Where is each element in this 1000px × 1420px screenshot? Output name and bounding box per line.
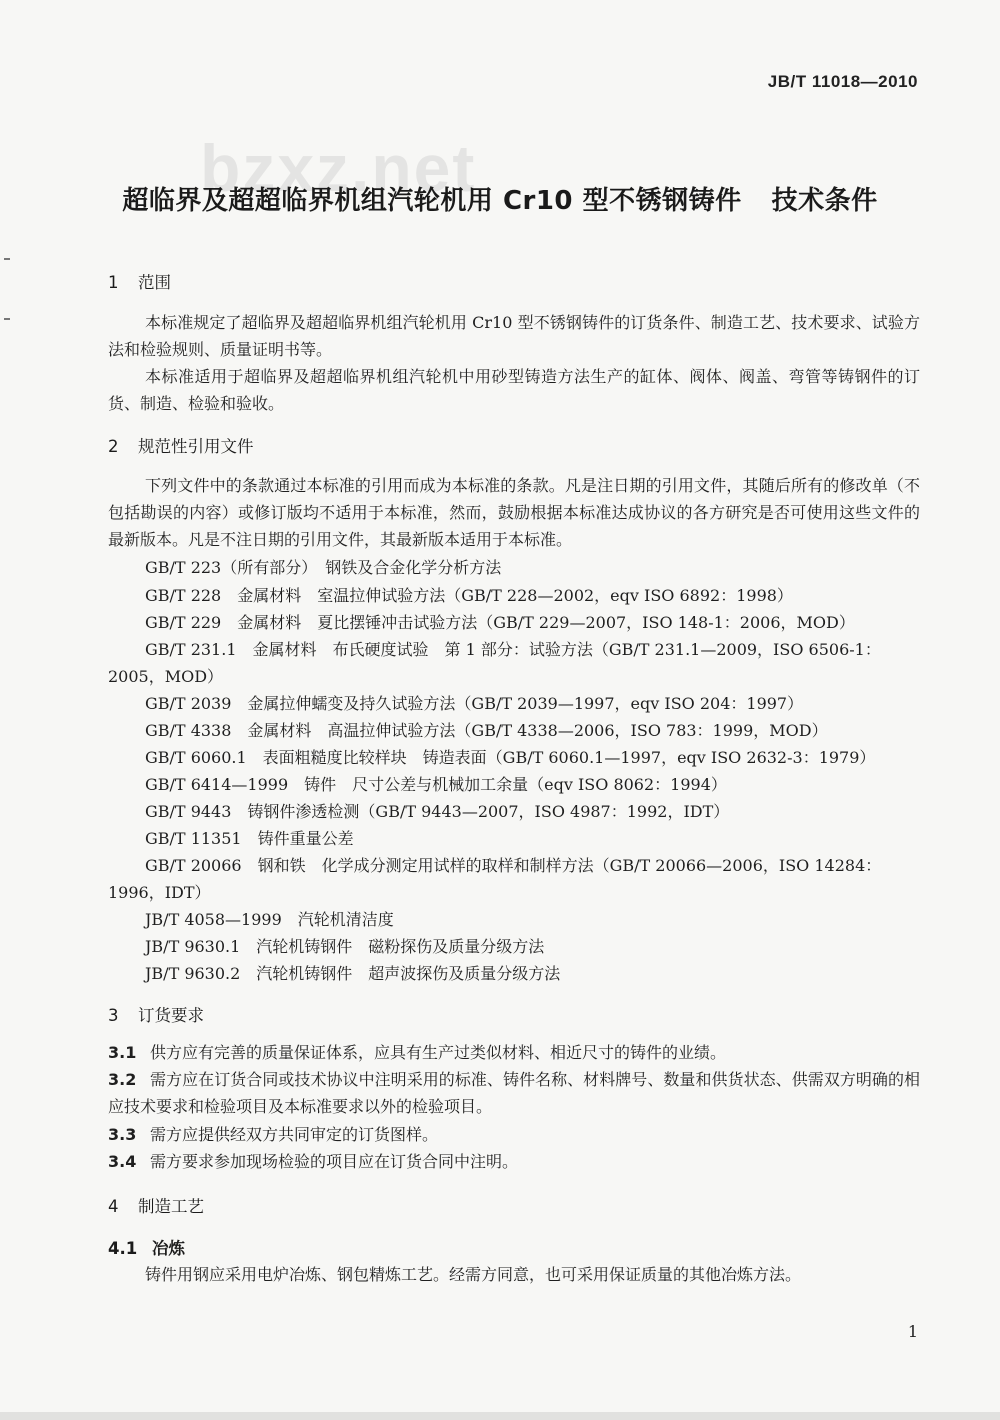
standard-number: JB/T 11018—2010 xyxy=(767,72,918,91)
reference-item: GB/T 9443 铸钢件渗透检测（GB/T 9443—2007，ISO 4987：1992，IDT） xyxy=(145,802,730,821)
reference-item: GB/T 6060.1 表面粗糙度比较样块 铸造表面（GB/T 6060.1—1997，eqv ISO 2632-3：1979） xyxy=(145,748,876,767)
title-main: 超临界及超超临界机组汽轮机用 Cr10 型不锈钢铸件 xyxy=(122,186,742,216)
title-sub: 技术条件 xyxy=(771,186,878,216)
reference-item: GB/T 223（所有部分） 钢铁及合金化学分析方法 xyxy=(145,558,502,577)
scan-edge-mark xyxy=(4,258,10,260)
paragraph: 本标准规定了超临界及超超临界机组汽轮机用 Cr10 型不锈钢铸件的订货条件、制造工艺、技术要求、试验方法和检验规则、质量证明书等。 xyxy=(108,313,920,359)
reference-item: GB/T 6414—1999 铸件 尺寸公差与机械加工余量（eqv ISO 8062：1994） xyxy=(145,775,727,794)
paragraph: 本标准适用于超临界及超超临界机组汽轮机中用砂型铸造方法生产的缸体、阀体、阀盖、弯管等铸钢件的订货、制造、检验和验收。 xyxy=(108,367,920,413)
clause-number: 3.2 xyxy=(108,1070,137,1089)
clause xyxy=(108,1148,920,1175)
section-title: 订货要求 xyxy=(138,1006,204,1025)
clause xyxy=(108,1121,920,1148)
section-heading xyxy=(108,1002,204,1026)
reference-item: JB/T 9630.1 汽轮机铸钢件 磁粉探伤及质量分级方法 xyxy=(145,937,545,956)
section-title: 范围 xyxy=(138,273,171,292)
paragraph: 铸件用钢应采用电炉冶炼、钢包精炼工艺。经需方同意，也可采用保证质量的其他冶炼方法。 xyxy=(145,1265,802,1284)
clause-text: 需方应提供经双方共同审定的订货图样。 xyxy=(150,1125,439,1144)
section-heading xyxy=(108,1193,204,1217)
section-number: 2 xyxy=(108,437,119,456)
section-number: 1 xyxy=(108,273,119,292)
section-heading xyxy=(108,269,171,293)
page-number: 1 xyxy=(907,1322,918,1341)
reference-item: GB/T 11351 铸件重量公差 xyxy=(145,829,354,848)
scan-bottom-band xyxy=(0,1412,1000,1420)
clause-number: 3.4 xyxy=(108,1152,137,1171)
clause xyxy=(108,1039,920,1066)
reference-item: GB/T 2039 金属拉伸蠕变及持久试验方法（GB/T 2039—1997，eqv ISO 204：1997） xyxy=(145,694,804,713)
reference-item-continued: 1996，IDT） xyxy=(108,883,211,902)
section-title: 制造工艺 xyxy=(138,1197,204,1216)
clause-text: 供方应有完善的质量保证体系，应具有生产过类似材料、相近尺寸的铸件的业绩。 xyxy=(150,1043,727,1062)
document-title xyxy=(0,180,1000,217)
reference-item: GB/T 228 金属材料 室温拉伸试验方法（GB/T 228—2002，eqv ISO 6892：1998） xyxy=(145,586,793,605)
paragraph: 下列文件中的条款通过本标准的引用而成为本标准的条款。凡是注日期的引用文件，其随后所有的修改单（不包括勘误的内容）或修订版均不适用于本标准，然而，鼓励根据本标准达成协议的各方研究是否可使用这些文件的最新版本。凡是不注日期的引用文件，其最新版本适用于本标准。 xyxy=(108,476,920,549)
section-number: 3 xyxy=(108,1006,119,1025)
subsection-heading xyxy=(108,1235,185,1259)
subsection-number: 4.1 xyxy=(108,1239,138,1258)
clause xyxy=(108,1066,920,1120)
clause-text: 需方要求参加现场检验的项目应在订货合同中注明。 xyxy=(150,1152,519,1171)
section-heading xyxy=(108,433,254,457)
section-title: 规范性引用文件 xyxy=(138,437,254,456)
subsection-title: 冶炼 xyxy=(152,1239,185,1258)
reference-item: GB/T 229 金属材料 夏比摆锤冲击试验方法（GB/T 229—2007，ISO 148-1：2006，MOD） xyxy=(145,613,855,632)
clause-number: 3.3 xyxy=(108,1125,137,1144)
reference-item: JB/T 9630.2 汽轮机铸钢件 超声波探伤及质量分级方法 xyxy=(145,964,561,983)
reference-item: JB/T 4058—1999 汽轮机清洁度 xyxy=(145,910,394,929)
scan-edge-mark xyxy=(4,318,10,320)
reference-item: GB/T 231.1 金属材料 布氏硬度试验 第 1 部分：试验方法（GB/T 231.1—2009，ISO 6506-1： xyxy=(145,640,881,659)
reference-item-continued: 2005，MOD） xyxy=(108,667,224,686)
clause-number: 3.1 xyxy=(108,1043,137,1062)
watermark: bzxz.net xyxy=(200,131,477,205)
reference-item: GB/T 4338 金属材料 高温拉伸试验方法（GB/T 4338—2006，ISO 783：1999，MOD） xyxy=(145,721,828,740)
clause-text: 需方应在订货合同或技术协议中注明采用的标准、铸件名称、材料牌号、数量和供货状态、供需双方明确的相应技术要求和检验项目及本标准要求以外的检验项目。 xyxy=(108,1070,920,1116)
section-number: 4 xyxy=(108,1197,119,1216)
reference-item: GB/T 20066 钢和铁 化学成分测定用试样的取样和制样方法（GB/T 20066—2006，ISO 14284： xyxy=(145,856,882,875)
